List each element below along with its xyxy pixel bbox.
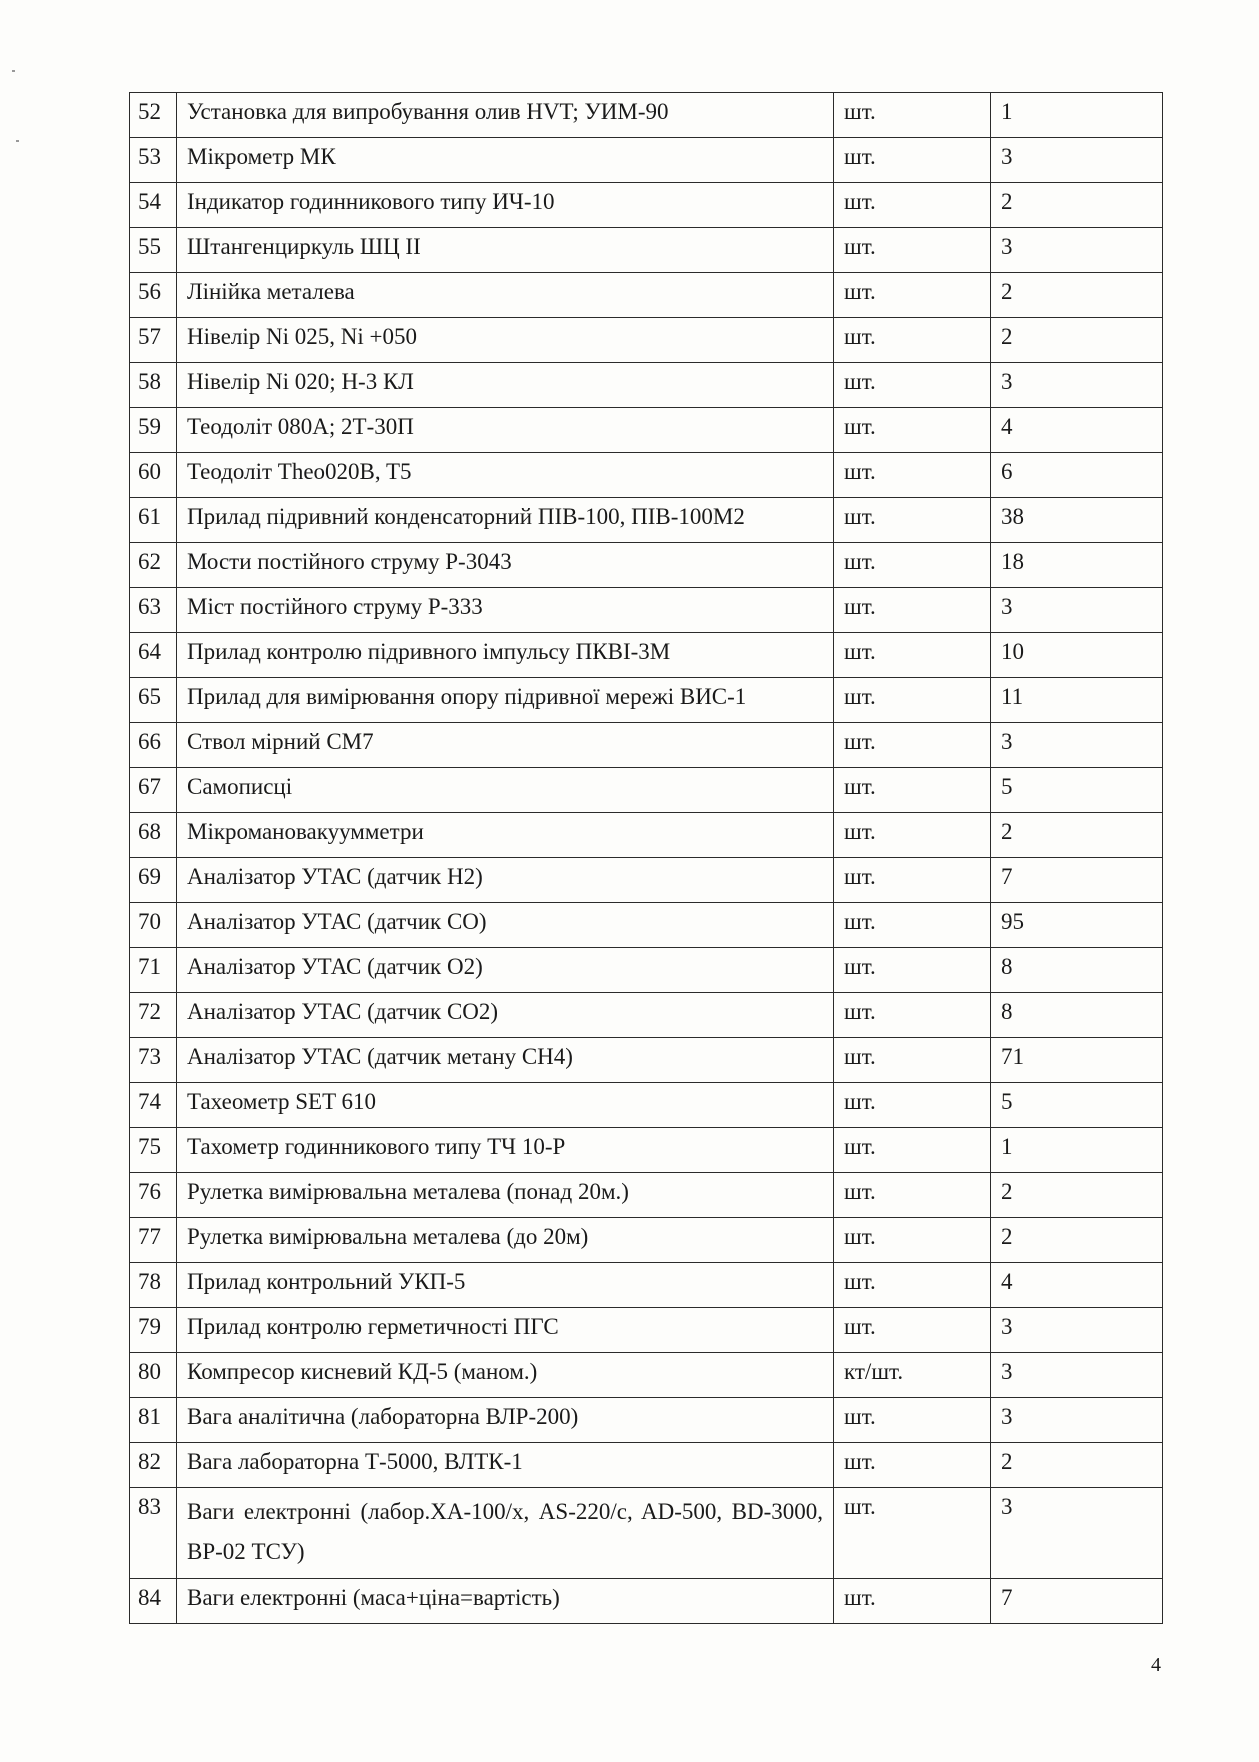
unit-cell: шт. [834,1128,991,1173]
quantity-cell: 7 [991,858,1163,903]
table-row [130,138,1163,183]
item-name-cell: Прилад контролю герметичності ПГС [177,1308,834,1353]
item-name-cell: Теодоліт 080А; 2Т-30П [177,408,834,453]
row-number-cell: 65 [130,678,177,723]
quantity-cell: 18 [991,543,1163,588]
table-row [130,408,1163,453]
item-name-cell: Самописці [177,768,834,813]
item-name-cell: Прилад підривний конденсаторний ПІВ-100, ПІВ-100М2 [177,498,834,543]
item-name-cell: Аналізатор УТАС (датчик СО2) [177,993,834,1038]
item-name-cell: Мости постійного струму Р-3043 [177,543,834,588]
item-name-cell: Індикатор годинникового типу ИЧ-10 [177,183,834,228]
table-row [130,1173,1163,1218]
unit-cell: шт. [834,1488,991,1579]
table-row [130,273,1163,318]
unit-cell: шт. [834,453,991,498]
item-name-cell: Міст постійного струму Р-333 [177,588,834,633]
table-row [130,723,1163,768]
table-row [130,858,1163,903]
quantity-cell: 38 [991,498,1163,543]
item-name-cell: Компресор кисневий КД-5 (маном.) [177,1353,834,1398]
unit-cell: шт. [834,1579,991,1624]
row-number-cell: 67 [130,768,177,813]
table-row [130,318,1163,363]
quantity-cell: 3 [991,1398,1163,1443]
unit-cell: шт. [834,1263,991,1308]
unit-cell: шт. [834,1173,991,1218]
item-name-cell: Рулетка вимірювальна металева (понад 20м.) [177,1173,834,1218]
row-number-cell: 64 [130,633,177,678]
inventory-table-body [130,93,1163,1624]
unit-cell: шт. [834,498,991,543]
row-number-cell: 74 [130,1083,177,1128]
row-number-cell: 58 [130,363,177,408]
quantity-cell: 3 [991,228,1163,273]
table-row [130,588,1163,633]
unit-cell: шт. [834,1308,991,1353]
table-row [130,1038,1163,1083]
quantity-cell: 6 [991,453,1163,498]
scan-speck [16,140,19,142]
unit-cell: шт. [834,1443,991,1488]
table-row [130,1308,1163,1353]
item-name-cell: Аналізатор УТАС (датчик Н2) [177,858,834,903]
unit-cell: шт. [834,363,991,408]
row-number-cell: 70 [130,903,177,948]
row-number-cell: 75 [130,1128,177,1173]
table-row [130,543,1163,588]
unit-cell: шт. [834,408,991,453]
row-number-cell: 55 [130,228,177,273]
table-row [130,1579,1163,1624]
item-name-cell: Тахометр годинникового типу ТЧ 10-Р [177,1128,834,1173]
unit-cell: шт. [834,228,991,273]
table-row [130,1263,1163,1308]
row-number-cell: 53 [130,138,177,183]
row-number-cell: 84 [130,1579,177,1624]
unit-cell: шт. [834,1083,991,1128]
item-name-cell: Ваги електронні (маса+ціна=вартість) [177,1579,834,1624]
row-number-cell: 82 [130,1443,177,1488]
row-number-cell: 81 [130,1398,177,1443]
row-number-cell: 62 [130,543,177,588]
table-row [130,93,1163,138]
table-row [130,678,1163,723]
item-name-cell: Прилад контрольний УКП-5 [177,1263,834,1308]
table-row [130,453,1163,498]
row-number-cell: 59 [130,408,177,453]
table-row [130,228,1163,273]
unit-cell: шт. [834,273,991,318]
quantity-cell: 2 [991,1218,1163,1263]
unit-cell: шт. [834,993,991,1038]
item-name-cell: Мікрометр МК [177,138,834,183]
table-row [130,1218,1163,1263]
page-number: 4 [1151,1654,1161,1676]
unit-cell: шт. [834,1218,991,1263]
row-number-cell: 52 [130,93,177,138]
table-row [130,1353,1163,1398]
quantity-cell: 5 [991,1083,1163,1128]
row-number-cell: 78 [130,1263,177,1308]
item-name-cell: Прилад контролю підривного імпульсу ПКВІ-3М [177,633,834,678]
item-name-cell: Вага лабораторна Т-5000, ВЛТК-1 [177,1443,834,1488]
row-number-cell: 77 [130,1218,177,1263]
unit-cell: шт. [834,723,991,768]
quantity-cell: 3 [991,1353,1163,1398]
item-name-cell: Лінійка металева [177,273,834,318]
item-name-cell: Нівелір Ni 020; Н-3 КЛ [177,363,834,408]
row-number-cell: 61 [130,498,177,543]
quantity-cell: 95 [991,903,1163,948]
quantity-cell: 3 [991,363,1163,408]
table-row [130,813,1163,858]
table-row [130,903,1163,948]
quantity-cell: 4 [991,1263,1163,1308]
unit-cell: шт. [834,183,991,228]
table-row [130,948,1163,993]
row-number-cell: 54 [130,183,177,228]
item-name-cell: Прилад для вимірювання опору підривної мережі ВИС-1 [177,678,834,723]
row-number-cell: 66 [130,723,177,768]
quantity-cell: 3 [991,138,1163,183]
item-name-cell: Ваги електронні (лабор.ХА-100/х, AS-220/c, AD-500, BD-3000, BP-02 ТСУ) [177,1488,834,1579]
quantity-cell: 5 [991,768,1163,813]
quantity-cell: 11 [991,678,1163,723]
item-name-cell: Аналізатор УТАС (датчик СО) [177,903,834,948]
table-row [130,633,1163,678]
quantity-cell: 1 [991,1128,1163,1173]
row-number-cell: 80 [130,1353,177,1398]
unit-cell: шт. [834,318,991,363]
unit-cell: шт. [834,588,991,633]
item-name-cell: Нівелір Ni 025, Ni +050 [177,318,834,363]
row-number-cell: 60 [130,453,177,498]
quantity-cell: 7 [991,1579,1163,1624]
item-name-cell: Рулетка вимірювальна металева (до 20м) [177,1218,834,1263]
unit-cell: шт. [834,1038,991,1083]
unit-cell: шт. [834,1398,991,1443]
item-name-cell: Штангенциркуль ШЦ II [177,228,834,273]
row-number-cell: 76 [130,1173,177,1218]
row-number-cell: 83 [130,1488,177,1579]
row-number-cell: 72 [130,993,177,1038]
table-row [130,183,1163,228]
table-row [130,498,1163,543]
row-number-cell: 68 [130,813,177,858]
scan-speck [12,70,15,72]
quantity-cell: 2 [991,813,1163,858]
unit-cell: шт. [834,543,991,588]
item-name-cell: Вага аналітична (лабораторна ВЛР-200) [177,1398,834,1443]
quantity-cell: 8 [991,948,1163,993]
table-row [130,1128,1163,1173]
unit-cell: шт. [834,768,991,813]
unit-cell: шт. [834,93,991,138]
table-row [130,1488,1163,1579]
row-number-cell: 63 [130,588,177,633]
table-row [130,1398,1163,1443]
item-name-cell: Аналізатор УТАС (датчик метану СН4) [177,1038,834,1083]
item-name-cell: Тахеометр SET 610 [177,1083,834,1128]
quantity-cell: 2 [991,1173,1163,1218]
quantity-cell: 3 [991,588,1163,633]
unit-cell: шт. [834,138,991,183]
item-name-cell: Ствол мірний СМ7 [177,723,834,768]
item-name-cell: Теодоліт Theo020B, T5 [177,453,834,498]
unit-cell: шт. [834,633,991,678]
quantity-cell: 71 [991,1038,1163,1083]
row-number-cell: 73 [130,1038,177,1083]
table-row [130,1083,1163,1128]
item-name-cell: Аналізатор УТАС (датчик О2) [177,948,834,993]
row-number-cell: 71 [130,948,177,993]
quantity-cell: 2 [991,1443,1163,1488]
inventory-table [129,92,1163,1624]
quantity-cell: 4 [991,408,1163,453]
unit-cell: шт. [834,948,991,993]
table-row [130,993,1163,1038]
table-row [130,363,1163,408]
quantity-cell: 1 [991,93,1163,138]
quantity-cell: 3 [991,723,1163,768]
unit-cell: кт/шт. [834,1353,991,1398]
unit-cell: шт. [834,813,991,858]
quantity-cell: 3 [991,1308,1163,1353]
quantity-cell: 2 [991,273,1163,318]
quantity-cell: 2 [991,183,1163,228]
table-row [130,768,1163,813]
row-number-cell: 57 [130,318,177,363]
table-row [130,1443,1163,1488]
unit-cell: шт. [834,858,991,903]
row-number-cell: 56 [130,273,177,318]
unit-cell: шт. [834,903,991,948]
quantity-cell: 10 [991,633,1163,678]
row-number-cell: 79 [130,1308,177,1353]
item-name-cell: Установка для випробування олив HVT; УИМ-90 [177,93,834,138]
quantity-cell: 2 [991,318,1163,363]
unit-cell: шт. [834,678,991,723]
item-name-cell: Мікромановакуумметри [177,813,834,858]
quantity-cell: 8 [991,993,1163,1038]
row-number-cell: 69 [130,858,177,903]
quantity-cell: 3 [991,1488,1163,1579]
